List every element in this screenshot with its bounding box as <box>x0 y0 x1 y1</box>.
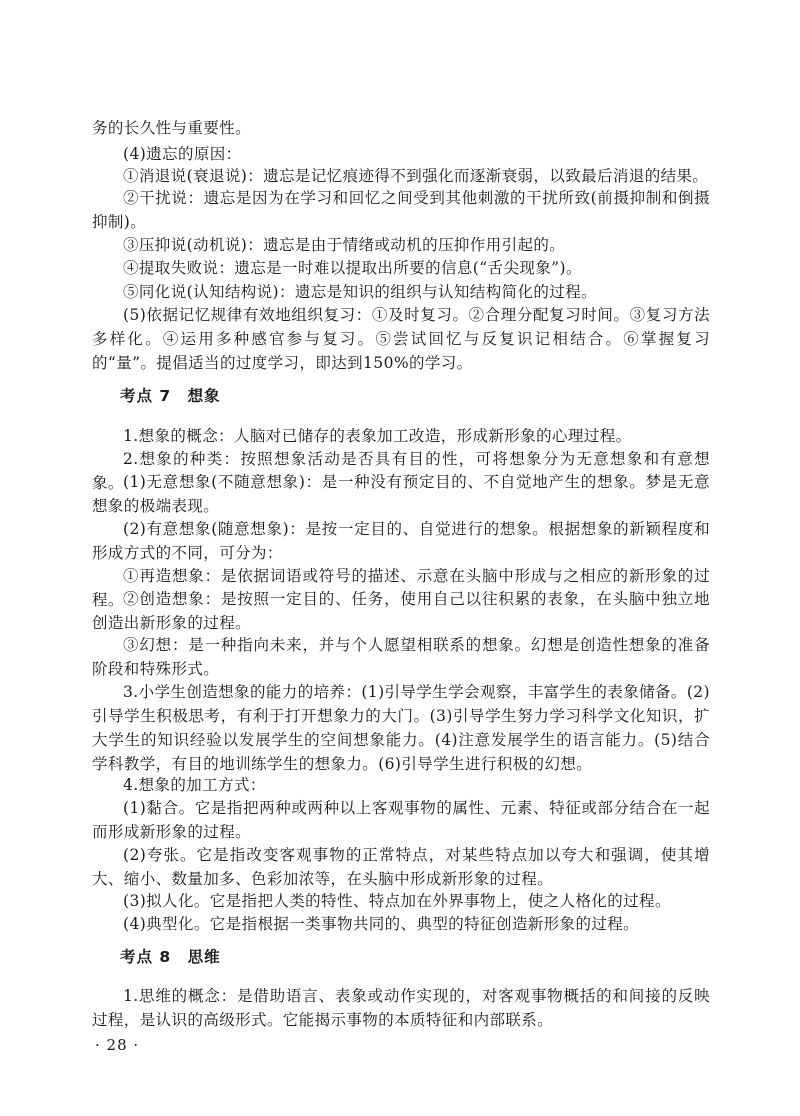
imagination-concept: 1.想象的概念：人脑对已储存的表象加工改造，形成新形象的心理过程。 <box>123 427 632 445</box>
agglutination: (1)黏合。它是指把两种或两种以上客观事物的属性、元素、特征或部分结合在一起而形成新形象的过程。 <box>92 799 710 841</box>
forgetting-causes-heading: (4)遗忘的原因： <box>123 145 242 163</box>
section-heading-imagination: 考点 7 想象 <box>120 387 221 405</box>
imagination-types: 2.想象的种类：按照想象活动是否具有目的性，可将想象分为无意想象和有意想象。 <box>92 450 710 492</box>
section-heading-thinking: 考点 8 思维 <box>120 948 221 966</box>
review-organization: (5)依据记忆规律有效地组织复习：①及时复习。②合理分配复习时间。③复习方法多样化。④运用多种感官参与复习。⑤尝试回忆与反复识记相结合。⑥掌握复习的“量”。提倡适当的过度学习，即达到150%的学习。 <box>92 306 710 372</box>
paragraph-continued: 务的长久性与重要性。 <box>92 119 252 137</box>
decay-theory: ①消退说(衰退说)：遗忘是记忆痕迹得不到强化而逐渐衰弱，以致最后消退的结果。 <box>123 167 709 185</box>
imagination-processing-heading: 4.想象的加工方式： <box>123 776 266 794</box>
fantasy: ③幻想：是一种指向未来，并与个人愿望相联系的想象。幻想是创造性想象的准备阶段和特殊形式。 <box>92 636 710 678</box>
interference-theory: ②干扰说：遗忘是因为在学习和回忆之间受到其他刺激的干扰所致(前摄抑制和倒摄抑制)。 <box>92 189 710 231</box>
retrieval-failure-theory: ④提取失败说：遗忘是一时难以提取出所要的信息(“舌尖现象”)。 <box>123 259 582 277</box>
thinking-concept: 1.思维的概念：是借助语言、表象或动作实现的，对客观事物概括的和间接的反映过程，是认识的高级形式。它能揭示事物的本质特征和内部联系。 <box>92 987 710 1029</box>
intentional-imagination: (2)有意想象(随意想象)：是按一定目的、自觉进行的想象。根据想象的新颖程度和形成方式的不同，可分为： <box>92 520 710 562</box>
repression-theory: ③压抑说(动机说)：遗忘是由于情绪或动机的压抑作用引起的。 <box>123 236 566 254</box>
assimilation-theory: ⑤同化说(认知结构说)：遗忘是知识的组织与认知结构简化的过程。 <box>123 283 597 301</box>
page-number: · 28 · <box>95 1036 140 1054</box>
exaggeration: (2)夸张。它是指改变客观事物的正常特点，对某些特点加以夸大和强调，使其增大、缩小、数量加多、色彩加浓等，在头脑中形成新形象的过程。 <box>92 846 710 888</box>
reproductive-imagination: ①再造想象：是依据词语或符号的描述、示意在头脑中形成与之相应的新形象的过程。 <box>92 567 710 609</box>
imagination-cultivation: 3.小学生创造想象的能力的培养：(1)引导学生学会观察，丰富学生的表象储备。(2)引导学生积极思考，有利于打开想象力的大门。(3)引导学生努力学习科学文化知识，扩大学生的知识经验以发展学生的空间想象能力。(4)注意发展学生的语言能力。(5)结合学科教学，有目的地训练学生的想象力。(6)引导学生进行积极的幻想。 <box>92 683 710 773</box>
personification: (3)拟人化。它是指把人类的特性、特点加在外界事物上，使之人格化的过程。 <box>123 892 671 910</box>
unintentional-imagination: (1)无意想象(不随意想象)：是一种没有预定目的、不自觉地产生的想象。梦是无意想象的极端表现。 <box>92 473 710 515</box>
typification: (4)典型化。它是指根据一类事物共同的、典型的特征创造新形象的过程。 <box>123 915 640 933</box>
creative-imagination: ②创造想象：是按照一定目的、任务，使用自己以往积累的表象，在头脑中独立地创造出新形象的过程。 <box>92 590 710 632</box>
